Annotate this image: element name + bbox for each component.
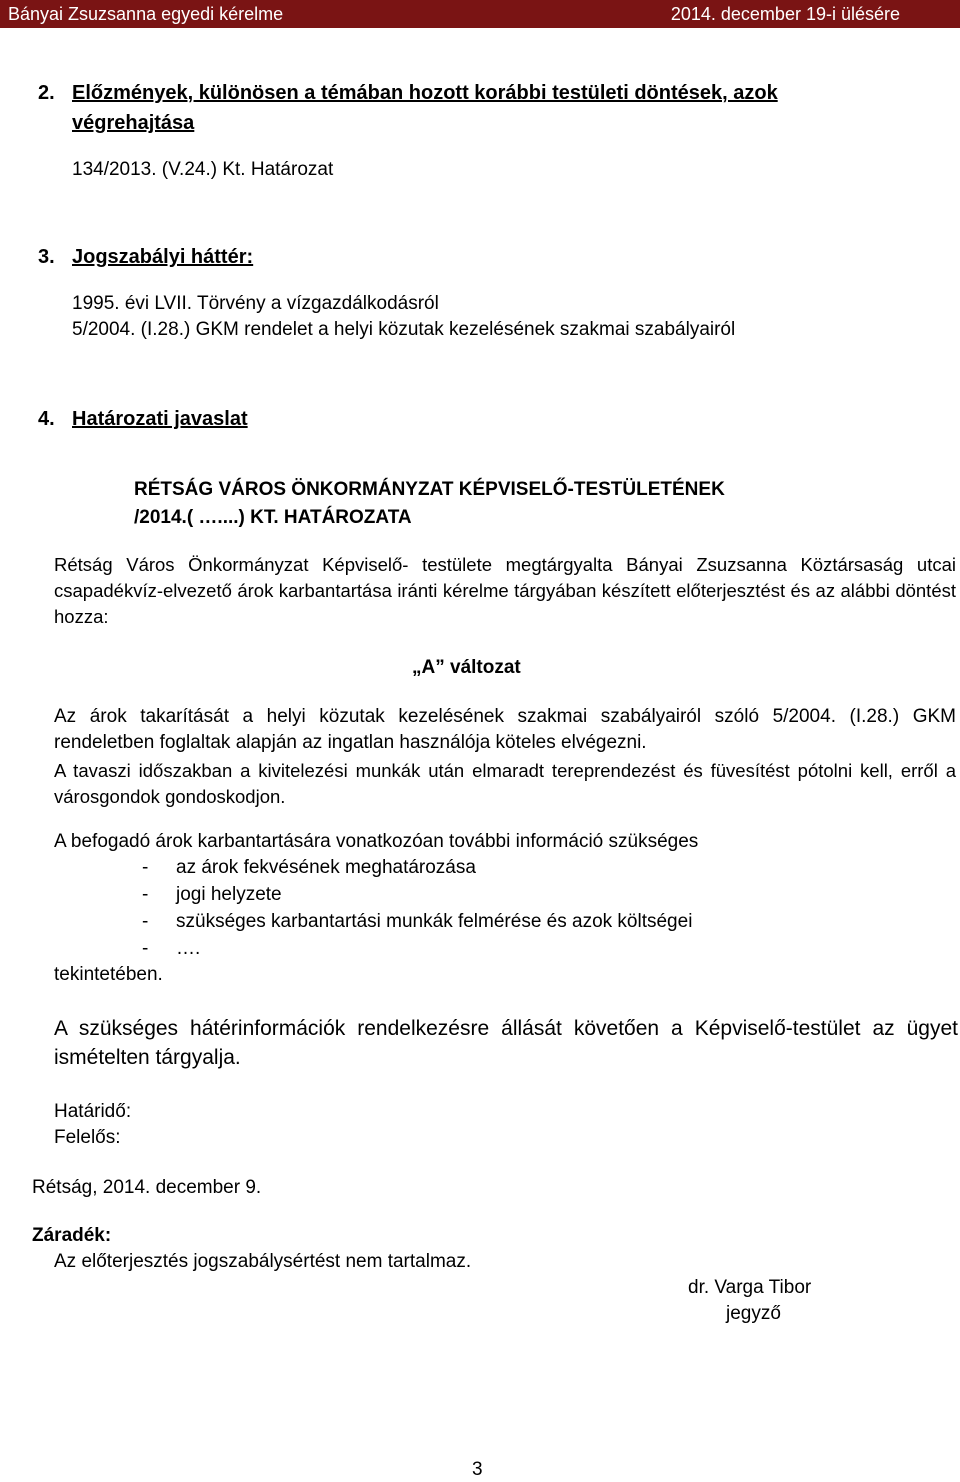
- section-2-heading: [38, 80, 778, 106]
- resolution-para-3: A befogadó árok karbantartására vonatkozóan további információ szükséges: [54, 831, 699, 852]
- signer-title: jegyző: [726, 1303, 781, 1324]
- section-2-title-cont: végrehajtása: [72, 112, 195, 134]
- resolution-number: /2014.( …....) KT. HATÁROZATA: [134, 507, 412, 528]
- place-date: Rétság, 2014. december 9.: [32, 1177, 262, 1198]
- list-item-text: az árok fekvésének meghatározása: [176, 857, 476, 878]
- list-dash: -: [142, 857, 149, 878]
- list-dash: -: [142, 911, 149, 932]
- law-item: 1995. évi LVII. Törvény a vízgazdálkodásról: [72, 293, 439, 314]
- list-item-text: ….: [176, 938, 201, 959]
- section-3-heading: [38, 244, 253, 270]
- section-2-item: 134/2013. (V.24.) Kt. Határozat: [72, 159, 334, 180]
- variant-title: „A” változat: [412, 657, 521, 678]
- section-2-number: 2.: [38, 82, 55, 104]
- header-title: Bányai Zsuzsanna egyedi kérelme: [8, 4, 284, 24]
- deadline-label: Határidő:: [54, 1101, 132, 1122]
- law-item: 5/2004. (I.28.) GKM rendelet a helyi közutak kezelésének szakmai szabályairól: [72, 319, 736, 340]
- clause-label: Záradék:: [32, 1225, 112, 1246]
- section-4-heading: [38, 406, 248, 432]
- resolution-intro: Rétság Város Önkormányzat Képviselő- testülete megtárgyalta Bányai Zsuzsanna Köztársaság utcai csapadékvíz-elvezető árok karbantartása iránti kérelme tárgyában készített előterjesztést és az alábbi döntést hozza:: [54, 554, 956, 627]
- section-3-number: 3.: [38, 246, 55, 268]
- section-4-number: 4.: [38, 408, 55, 430]
- list-item: [142, 856, 476, 880]
- section-2-title: Előzmények, különösen a témában hozott korábbi testületi döntések, azok: [72, 82, 778, 104]
- list-item: [142, 910, 692, 934]
- header-meeting-date: 2014. december 19-i ülésére: [670, 4, 900, 24]
- resolution-para-4: A szükséges hátérinformációk rendelkezésre állását követően a Képviselő-testület az ügyet ismételten tárgyalja.: [54, 1017, 958, 1069]
- list-dash: -: [142, 884, 149, 905]
- list-item: [142, 883, 282, 907]
- list-item-text: szükséges karbantartási munkák felmérése és azok költségei: [176, 911, 693, 932]
- signer-name: dr. Varga Tibor: [688, 1277, 812, 1298]
- responsible-label: Felelős:: [54, 1127, 121, 1148]
- list-item-text: jogi helyzete: [176, 884, 282, 905]
- section-4-title: Határozati javaslat: [72, 408, 248, 430]
- document-header: [0, 0, 960, 28]
- section-3-title: Jogszabályi háttér:: [72, 246, 254, 268]
- clause-text: Az előterjesztés jogszabálysértést nem tartalmaz.: [54, 1251, 472, 1272]
- resolution-para-2: A tavaszi időszakban a kivitelezési munkák után elmaradt tereprendezést és füvesítést pótolni kell, erről a városgondok gondoskodjon.: [54, 760, 956, 807]
- list-closing: tekintetében.: [54, 964, 163, 985]
- resolution-heading: RÉTSÁG VÁROS ÖNKORMÁNYZAT KÉPVISELŐ-TESTÜLETÉNEK: [134, 479, 725, 500]
- resolution-para-1: Az árok takarítását a helyi közutak kezelésének szakmai szabályairól szóló 5/2004. (I.28.) GKM rendeletben foglaltak alapján az ingatlan használója köteles elvégezni.: [54, 706, 956, 753]
- page-number: 3: [472, 1459, 483, 1480]
- list-dash: -: [142, 938, 149, 959]
- list-item: [142, 937, 200, 961]
